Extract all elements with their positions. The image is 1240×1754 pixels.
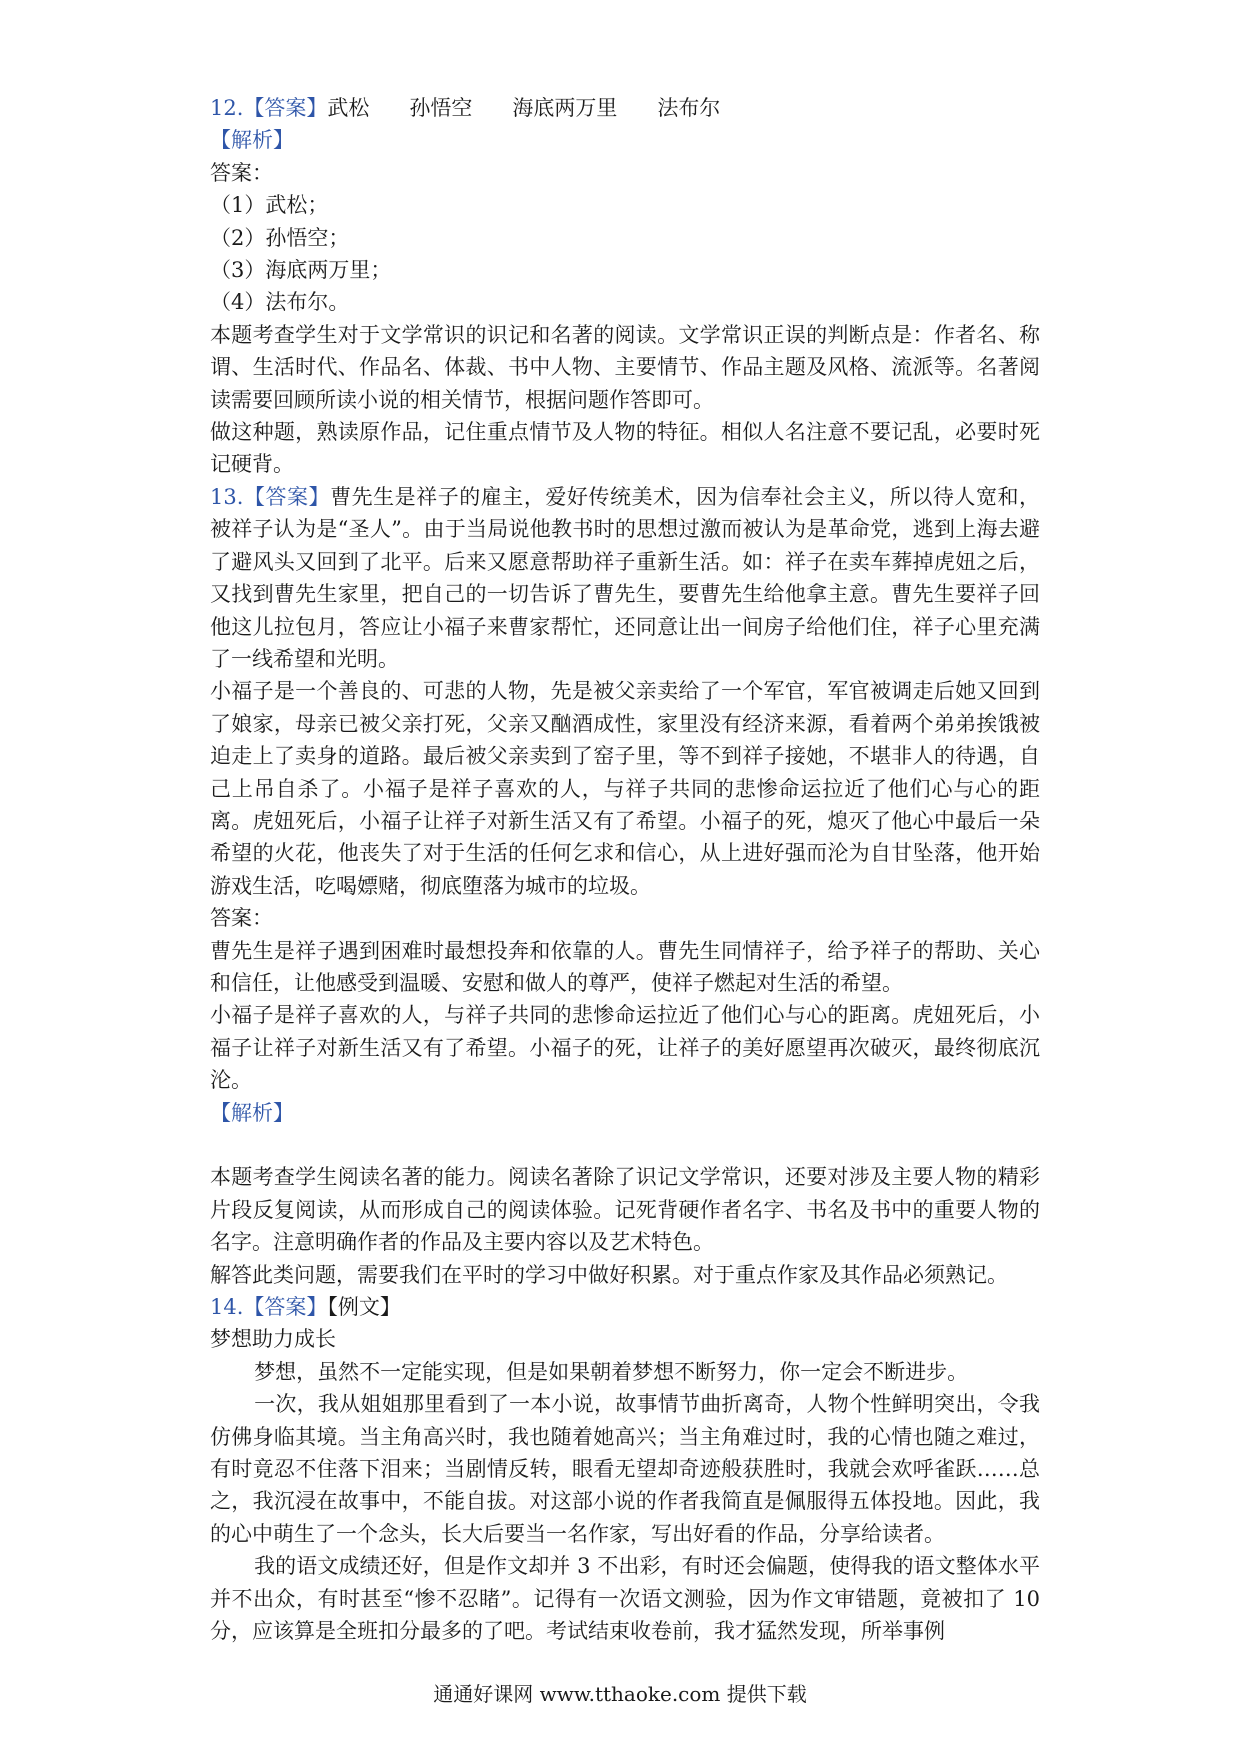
q13-analysis-paragraph-1: 本题考查学生阅读名著的能力。阅读名著除了识记文学常识，还要对涉及主要人物的精彩片段反复阅读，从而形成自己的阅读体验。记死背硬作者名字、书名及书中的重要人物的名字。注意明确作者的作品及主要内容以及艺术特色。	[210, 1165, 1040, 1255]
q14-example-tag: 【例文】	[327, 1295, 401, 1320]
q12-analysis-tag: 【解析】	[210, 128, 294, 153]
q12-analysis-paragraph-2: 做这种题，熟读原作品，记住重点情节及人物的特征。相似人名注意不要记乱，必要时死记硬背。	[210, 420, 1040, 477]
q12-answer-1: 武松	[327, 96, 370, 120]
q13-text-1: 曹先生是祥子的雇主，爱好传统美术，因为信奉社会主义，所以待人宽和，被祥子认为是“圣人”。由于当局说他教书时的思想过激而被认为是革命党，逃到上海去避了避风头又回到了北平。后来又愿意帮助祥子重新生活。如：祥子在卖车葬掉虎妞之后，又找到曹先生家里，把自己的一切告诉了曹先生，要曹先生给他拿主意。曹先生要祥子回他这儿拉包月，答应让小福子来曹家帮忙，还同意让出一间房子给他们住，祥子心里充满了一线希望和光明。	[210, 484, 1041, 671]
q12-item-3: （3）海底两万里；	[210, 258, 392, 283]
q12-answer-label: 答案：	[210, 160, 273, 185]
q14-number: 14.	[210, 1295, 244, 1320]
q12-analysis-paragraph-1: 本题考查学生对于文学常识的识记和名著的阅读。文学常识正误的判断点是：作者名、称谓、生活时代、作品名、体裁、书中人物、主要情节、作品主题及风格、流派等。名著阅读需要回顾所读小说的相关情节，根据问题作答即可。	[210, 322, 1040, 412]
q14-essay-paragraph-3: 我的语文成绩还好，但是作文却并 3 不出彩，有时还会偏题，使得我的语文整体水平并不出众，有时甚至“惨不忍睹”。记得有一次语文测验，因为作文审错题，竟被扣了 10 分，应该算是全班扣分最多的了吧。考试结束收卷前，我才猛然发现，所举事例	[210, 1554, 1040, 1644]
q12-answer-tag: 【答案】	[243, 96, 328, 120]
q13-analysis-tag: 【解析】	[210, 1100, 294, 1125]
q13-answer-tag: 【答案】	[243, 484, 331, 509]
q12-number: 12.	[210, 96, 244, 120]
blank-line	[210, 1129, 1040, 1161]
q13-analysis-paragraph-2: 解答此类问题，需要我们在平时的学习中做好积累。对于重点作家及其作品必须熟记。	[210, 1262, 1008, 1287]
q12-item-2: （2）孙悟空；	[210, 225, 350, 250]
q14-essay-title: 梦想助力成长	[210, 1327, 336, 1352]
q12-item-1: （1）武松；	[210, 193, 329, 218]
q14-essay-paragraph-2: 一次，我从姐姐那里看到了一本小说，故事情节曲折离奇，人物个性鲜明突出，令我仿佛身临其境。当主角高兴时，我也随着她高兴；当主角难过时，我的心情也随之难过，有时竟忍不住落下泪来；当剧情反转，眼看无望却奇迹般获胜时，我就会欢呼雀跃……总之，我沉浸在故事中，不能自拔。对这部小说的作者我简直是佩服得五体投地。因此，我的心中萌生了一个念头，长大后要当一名作家，写出好看的作品，分享给读者。	[210, 1392, 1040, 1546]
q12-answer-2: 孙悟空	[409, 96, 473, 120]
q13-number: 13.	[210, 484, 244, 509]
document-body	[210, 92, 1040, 1647]
q14-answer-line	[210, 1291, 1040, 1323]
q13-answer-paragraph-2: 小福子是一个善良的、可悲的人物，先是被父亲卖给了一个军官，军官被调走后她又回到了娘家，母亲已被父亲打死，父亲又酗酒成性，家里没有经济来源，看着两个弟弟挨饿被迫走上了卖身的道路。最后被父亲卖到了窑子里，等不到祥子接她，不堪非人的待遇，自己上吊自杀了。小福子是祥子喜欢的人，与祥子共同的悲惨命运拉近了他们心与心的距离。虎妞死后，小福子让祥子对新生活又有了希望。小福子的死，熄灭了他心中最后一朵希望的火花，他丧失了对于生活的任何乞求和信心，从上进好强而沦为自甘坠落，他开始游戏生活，吃喝嫖赌，彻底堕落为城市的垃圾。	[210, 679, 1040, 898]
page-footer: 通通好课网 www.tthaoke.com 提供下载	[433, 1682, 807, 1706]
q12-item-4: （4）法布尔。	[210, 290, 350, 315]
q13-answer-label: 答案：	[210, 906, 273, 931]
q12-answer-4: 法布尔	[657, 96, 721, 120]
q12-answer-3: 海底两万里	[512, 96, 618, 120]
q13-answer-paragraph-3: 曹先生是祥子遇到困难时最想投奔和依靠的人。曹先生同情祥子，给予祥子的帮助、关心和信任，让他感受到温暖、安慰和做人的尊严，使祥子燃起对生活的希望。	[210, 938, 1040, 995]
q13-answer-paragraph-1	[210, 481, 1040, 675]
q12-answer-line	[210, 92, 1040, 124]
q14-essay-paragraph-1: 梦想，虽然不一定能实现，但是如果朝着梦想不断努力，你一定会不断进步。	[254, 1359, 969, 1384]
q13-answer-paragraph-4: 小福子是祥子喜欢的人，与祥子共同的悲惨命运拉近了他们心与心的距离。虎妞死后，小福子让祥子对新生活又有了希望。小福子的死，让祥子的美好愿望再次破灭，最终彻底沉沦。	[210, 1003, 1040, 1093]
q14-answer-tag: 【答案】	[243, 1295, 328, 1320]
